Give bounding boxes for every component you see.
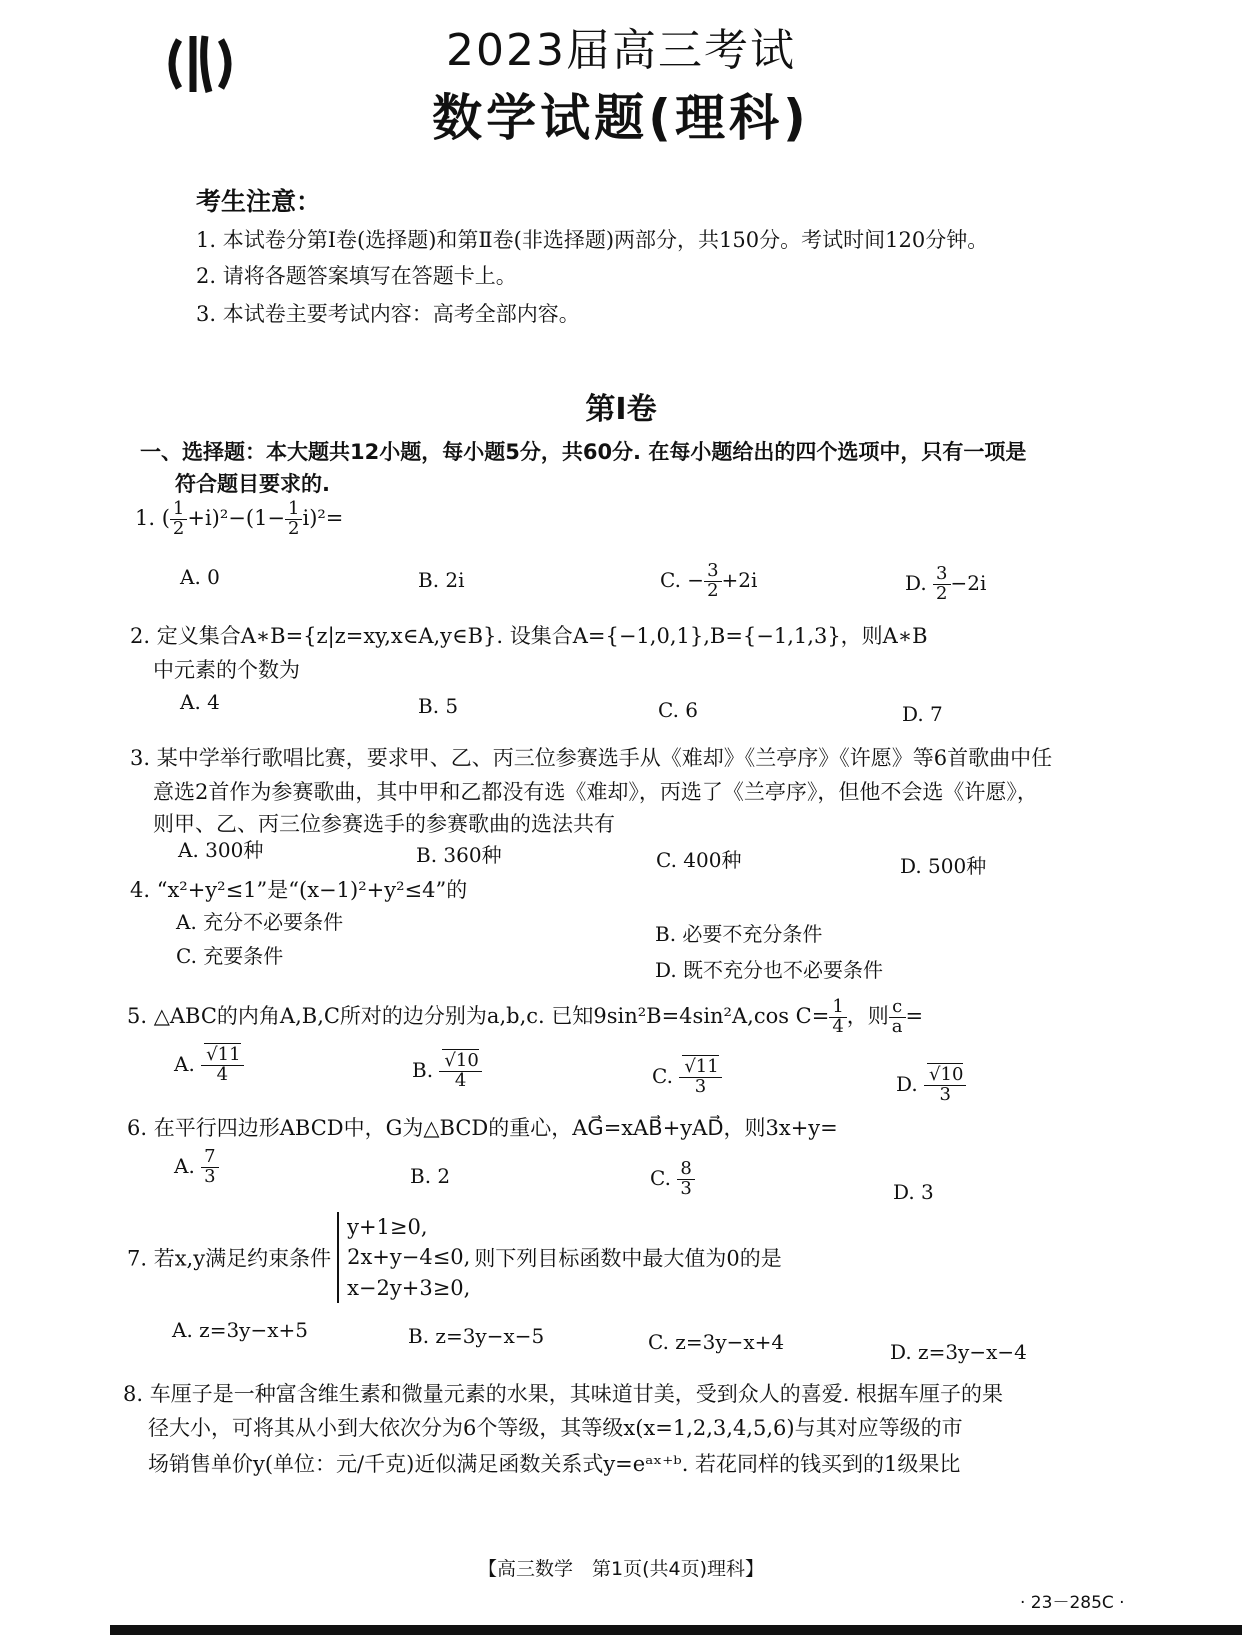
question-5-stem: 5. △ABC的内角A,B,C所对的边分别为a,b,c. 已知9sin²B=4sin²A,cos C= $\frac{1}{4}$ ，则 $\frac{c}{a}$ = [127, 996, 924, 1037]
q5-option-a: A. $\frac{√11}{4}$ [174, 1046, 244, 1085]
q3-option-c: C. 400种 [656, 848, 742, 872]
section-title: 第Ⅰ卷 [585, 392, 657, 427]
q4-option-d: D. 既不充分也不必要条件 [655, 958, 884, 982]
question-1-stem: 1. ( $\frac{1}{2}$ +i)²−(1− $\frac{1}{2}$ i)²= [135, 498, 344, 539]
question-4-stem: 4. “x²+y²≤1”是“(x−1)²+y²≤4”的 [130, 878, 468, 902]
q6-option-b: B. 2 [410, 1164, 451, 1188]
q6-option-a: A. $\frac{7}{3}$ [174, 1148, 219, 1187]
question-3-stem: 3. 某中学举行歌唱比赛，要求甲、乙、丙三位参赛选手从《难却》《兰亭序》《许愿》等6首歌曲中任 [130, 746, 1053, 770]
part-heading-cont: 符合题目要求的. [175, 472, 330, 496]
question-3-stem-cont2: 则甲、乙、丙三位参赛选手的参赛歌曲的选法共有 [153, 812, 615, 836]
question-2-stem-cont: 中元素的个数为 [153, 658, 300, 682]
q4-option-c: C. 充要条件 [176, 944, 284, 968]
paper-code: · 23－285C · [1020, 1593, 1125, 1613]
constraint-system: y+1≥0, 2x+y−4≤0, x−2y+3≥0, [337, 1212, 470, 1303]
q4-option-b: B. 必要不充分条件 [655, 922, 823, 946]
q7-option-c: C. z=3y−x+4 [648, 1330, 785, 1354]
exam-title: 2023届高三考试 [446, 25, 796, 76]
q2-option-b: B. 5 [418, 694, 459, 718]
q7-option-a: A. z=3y−x+5 [172, 1318, 308, 1342]
part-heading: 一、选择题：本大题共12小题，每小题5分，共60分. 在每小题给出的四个选项中，只有一项是 [140, 440, 1027, 464]
q2-option-c: C. 6 [658, 698, 699, 722]
question-8-stem-cont2: 场销售单价y(单位：元/千克)近似满足函数关系式y=eᵃˣ⁺ᵇ. 若花同样的钱买到的1级果比 [148, 1452, 961, 1476]
q5-option-c: C. $\frac{√11}{3}$ [652, 1058, 722, 1097]
q7-option-b: B. z=3y−x−5 [408, 1324, 545, 1348]
q6-option-c: C. $\frac{8}{3}$ [650, 1160, 695, 1199]
question-8-stem-cont1: 径大小，可将其从小到大依次分为6个等级，其等级x(x=1,2,3,4,5,6)与其对应等级的市 [148, 1416, 963, 1440]
question-7-stem: 7. 若x,y满足约束条件 y+1≥0, 2x+y−4≤0, x−2y+3≥0, 则下列目标函数中最大值为0的是 [127, 1212, 782, 1303]
notice-heading: 考生注意： [196, 187, 322, 216]
notice-item-2: 2. 请将各题答案填写在答题卡上。 [196, 264, 517, 288]
notice-item-1: 1. 本试卷分第Ⅰ卷(选择题)和第Ⅱ卷(非选择题)两部分，共150分。考试时间120分钟。 [196, 228, 989, 252]
q1-option-c: C. − $\frac{3}{2}$ +2i [660, 560, 758, 601]
notice-item-3: 3. 本试卷主要考试内容：高考全部内容。 [196, 302, 580, 326]
q1-option-b: B. 2i [418, 568, 465, 592]
q3-option-d: D. 500种 [900, 854, 987, 878]
exam-subject-title: 数学试题(理科) [432, 89, 810, 147]
q1-option-d: D. $\frac{3}{2}$ −2i [905, 563, 987, 604]
q5-option-b: B. $\frac{√10}{4}$ [412, 1052, 482, 1091]
q2-option-d: D. 7 [902, 702, 943, 726]
q6-option-d: D. 3 [893, 1180, 934, 1204]
q7-option-d: D. z=3y−x−4 [890, 1340, 1027, 1364]
question-8-stem: 8. 车厘子是一种富含维生素和微量元素的水果，其味道甘美，受到众人的喜爱. 根据车厘子的果 [123, 1382, 1004, 1406]
q1-option-a: A. 0 [180, 565, 220, 589]
q3-option-b: B. 360种 [416, 843, 502, 867]
q2-option-a: A. 4 [180, 690, 220, 714]
question-2-stem: 2. 定义集合A∗B={z|z=xy,x∈A,y∈B}. 设集合A={−1,0,1},B={−1,1,3}，则A∗B [130, 624, 928, 648]
bottom-scan-edge [110, 1625, 1242, 1635]
q4-option-a: A. 充分不必要条件 [176, 910, 344, 934]
question-3-stem-cont1: 意选2首作为参赛歌曲，其中甲和乙都没有选《难却》，丙选了《兰亭序》，但他不会选《许愿》， [153, 780, 1038, 804]
q5-option-d: D. $\frac{√10}{3}$ [896, 1066, 966, 1105]
page-footer: 【高三数学 第1页(共4页)理科】 [477, 1558, 764, 1580]
question-6-stem: 6. 在平行四边形ABCD中，G为△BCD的重心，AG⃗=xAB⃗+yAD⃗，则3x+y= [127, 1116, 838, 1140]
q3-option-a: A. 300种 [178, 838, 264, 862]
